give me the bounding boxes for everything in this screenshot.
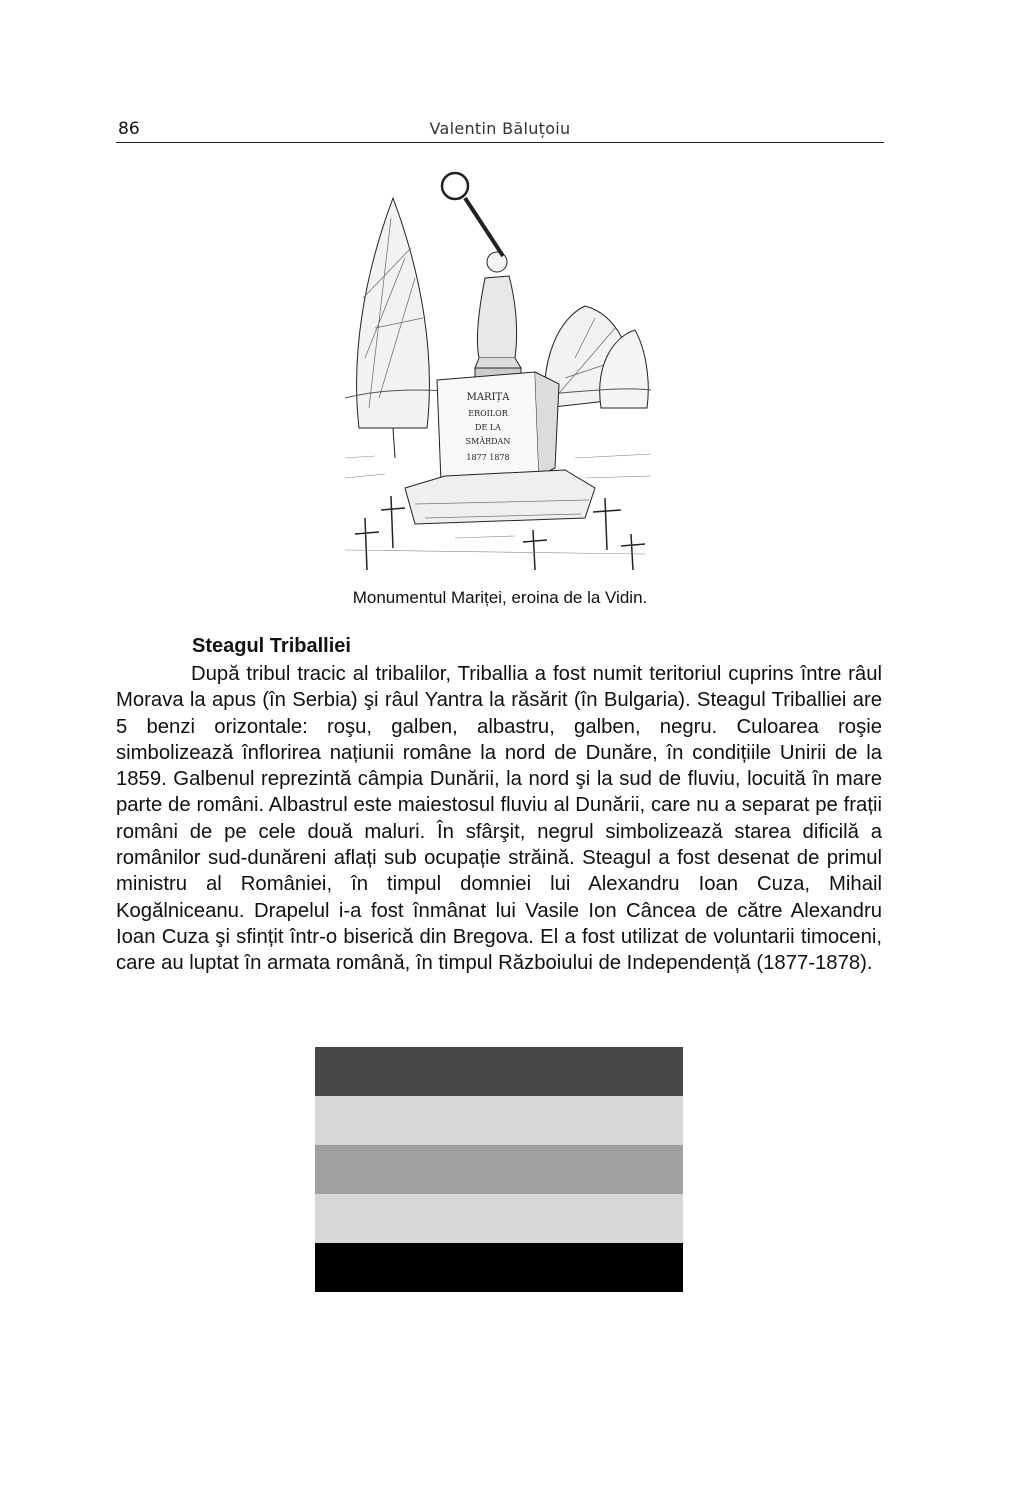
running-title: Valentin Băluțoiu <box>429 119 571 138</box>
monument-illustration <box>345 158 651 570</box>
flag-band-1 <box>315 1047 683 1096</box>
plinth-line-1: MARIȚA <box>466 392 510 403</box>
plinth-line-2: EROILOR <box>468 409 508 418</box>
flag-band-5 <box>315 1243 683 1292</box>
plinth-line-5: 1877 1878 <box>466 453 510 462</box>
section-heading: Steagul Triballiei <box>192 635 351 657</box>
flag-band-4 <box>315 1194 683 1243</box>
flag-band-3 <box>315 1145 683 1194</box>
plinth-line-4: SMÂRDAN <box>465 437 511 446</box>
page-number: 86 <box>118 119 140 139</box>
triballia-flag <box>315 1047 683 1292</box>
figure-caption: Monumentul Mariței, eroina de la Vidin. <box>352 588 648 607</box>
plinth-line-3: DE LA <box>475 423 501 432</box>
page-header <box>116 116 884 143</box>
body-paragraph: După tribul tracic al tribalilor, Triballia a fost numit teritoriul cuprins între râul Morava la apus (în Serbia) şi râul Yantra la răsărit (în Bulgaria). Steagul Triballiei are 5 benzi orizontale: roşu, galben, albastru, galben, negru. Culoarea roşie simbolizează înflorirea națiunii române la nord de Dunăre, în condițiile Unirii de la 1859. Galbenul reprezintă câmpia Dunării, la nord şi la sud de fluviu, locuită în mare parte de români. Albastrul este maiestosul fluviu al Dunării, care nu a separat pe frații români de pe cele două maluri. În sfârşit, negrul simbolizează starea dificilă a românilor sud-dunăreni aflați sub ocupație străină. Steagul a fost desenat de primul ministru al României, în timpul domniei lui Alexandru Ioan Cuza, Mihail Kogălniceanu. Drapelul i-a fost înmânat lui Vasile Ion Câncea de către Alexandru Ioan Cuza şi sfințit într-o biserică din Bregova. El a fost utilizat de voluntarii timoceni, care au luptat în armata română, în timpul Războiului de Independență (1877-1878). <box>116 663 882 975</box>
flag-band-2 <box>315 1096 683 1145</box>
